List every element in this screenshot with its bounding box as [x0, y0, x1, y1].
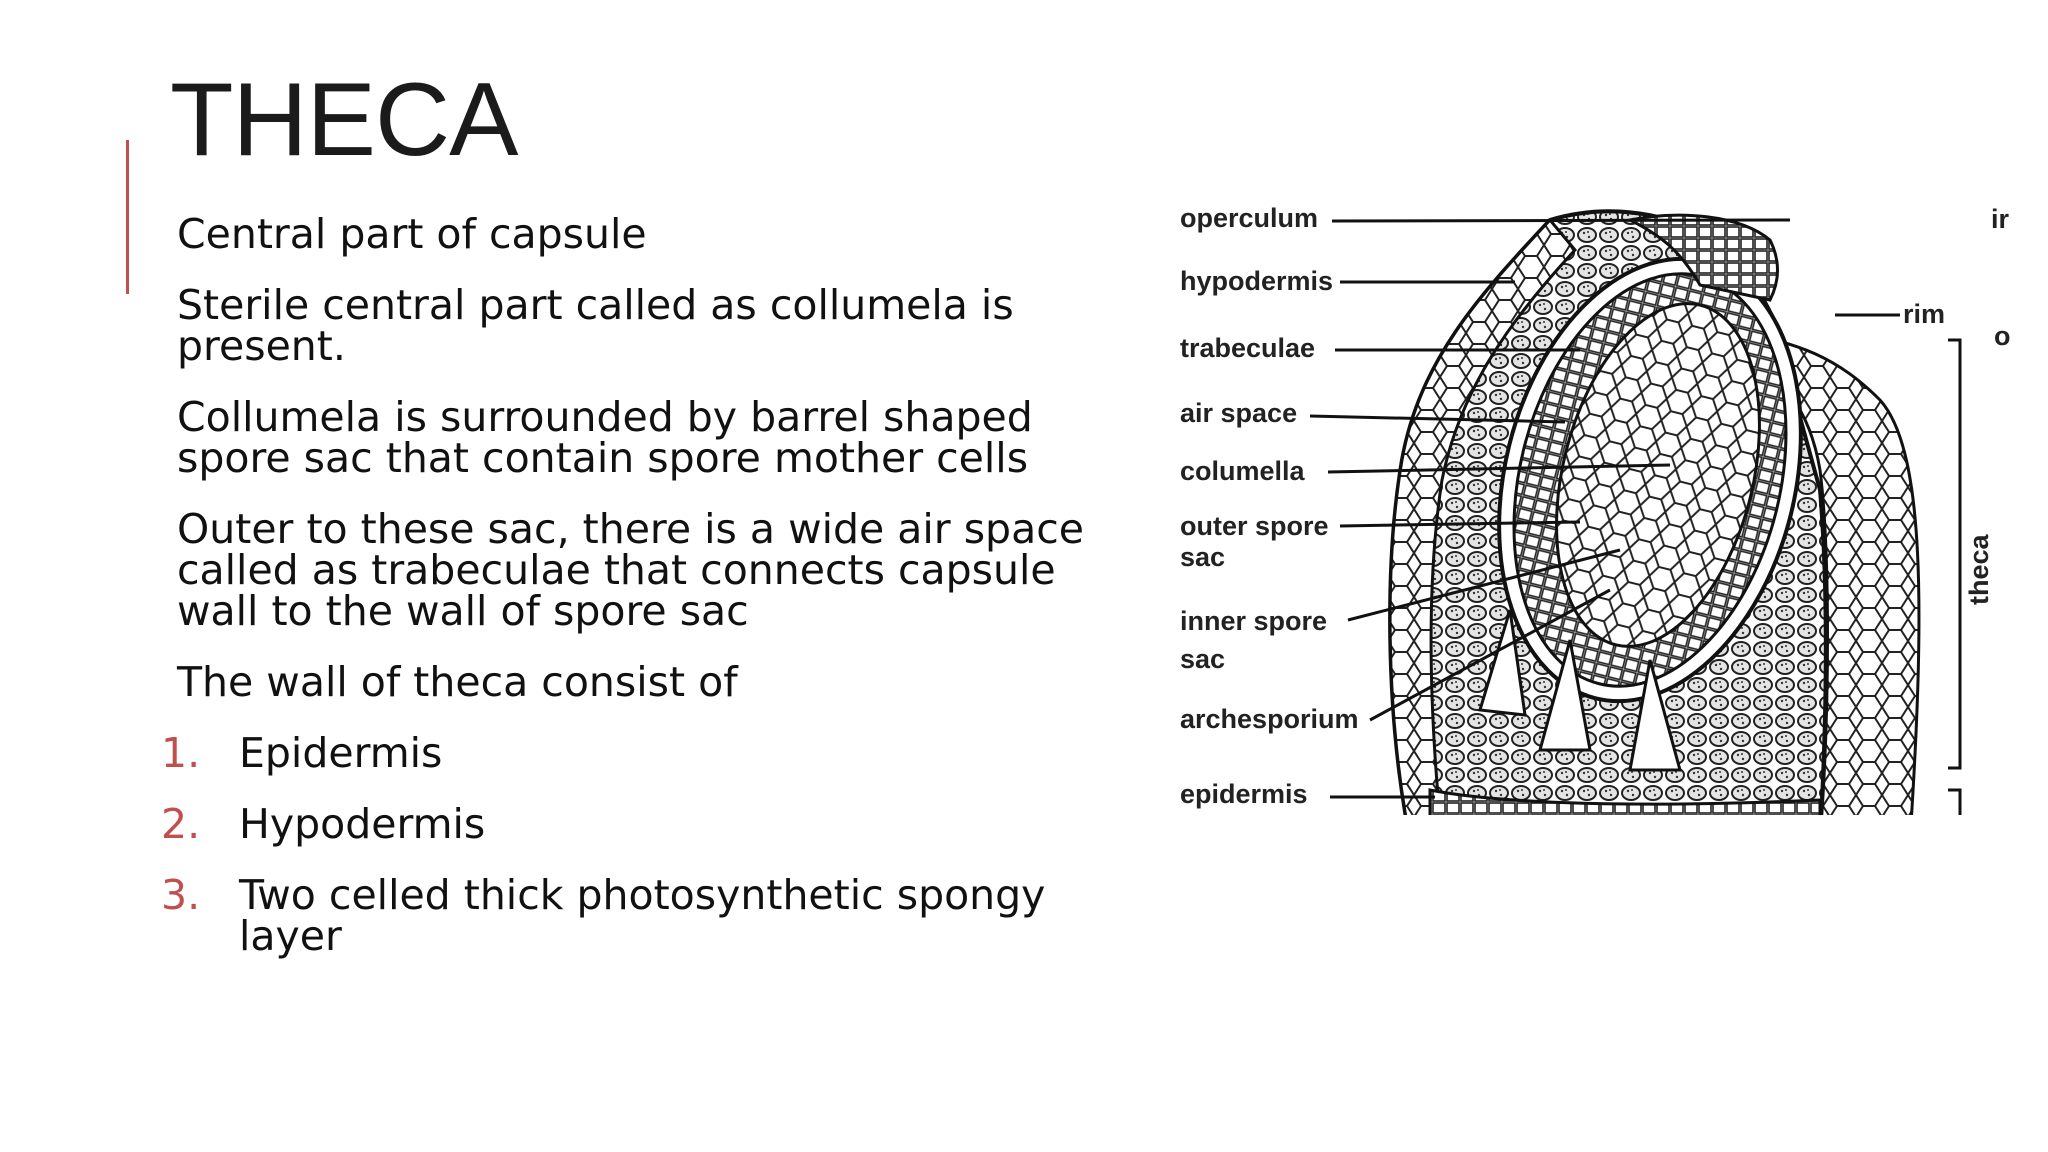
label-hypodermis: hypodermis — [1180, 266, 1334, 296]
slide-content — [161, 210, 1117, 987]
label-archesporium: archesporium — [1180, 704, 1359, 734]
label-theca: theca — [1964, 534, 1994, 605]
slide-title: THECA — [170, 62, 518, 178]
capsule-illustration — [1390, 211, 1919, 830]
label-inner-spore-sac: inner spore — [1180, 606, 1328, 636]
label-air-space: air space — [1180, 398, 1298, 428]
label-trabeculae: trabeculae — [1180, 333, 1316, 363]
list-item-text: Epidermis — [239, 729, 443, 777]
label-operculum: operculum — [1180, 203, 1319, 233]
list-number: 3. — [161, 871, 201, 919]
bullet-paragraph: Central part of capsule — [177, 210, 647, 258]
label-outer-spore-sac-2: sac — [1180, 542, 1226, 572]
list-number: 1. — [161, 729, 201, 777]
label-epidermis: epidermis — [1180, 779, 1308, 809]
bullet-paragraph: Outer to these sac, there is a wide air space called as trabeculae that connects capsule wall to the wall of spore sac — [177, 505, 1084, 635]
bullet-paragraph: The wall of theca consist of — [177, 658, 738, 706]
bullet-paragraph: Sterile central part called as collumela is present. — [177, 281, 1014, 370]
label-rim: rim — [1903, 299, 1946, 329]
list-number: 2. — [161, 800, 201, 848]
theca-wall-list — [161, 729, 1117, 960]
bullet-paragraph: Collumela is surrounded by barrel shaped spore sac that contain spore mother cells — [177, 393, 1033, 482]
list-item — [161, 729, 1117, 777]
label-cut-ir: ir — [1991, 204, 2010, 234]
label-inner-spore-sac-2: sac — [1180, 644, 1226, 674]
label-outer-spore-sac: outer spore — [1180, 511, 1329, 541]
list-item-text: Two celled thick photosynthetic spongy layer — [239, 871, 1046, 960]
list-item — [161, 871, 1117, 960]
label-columella: columella — [1180, 456, 1305, 486]
accent-bar — [126, 140, 129, 294]
theca-diagram — [1180, 190, 2010, 830]
list-item — [161, 800, 1117, 848]
label-cut-o: o — [1994, 321, 2010, 351]
list-item-text: Hypodermis — [239, 800, 486, 848]
